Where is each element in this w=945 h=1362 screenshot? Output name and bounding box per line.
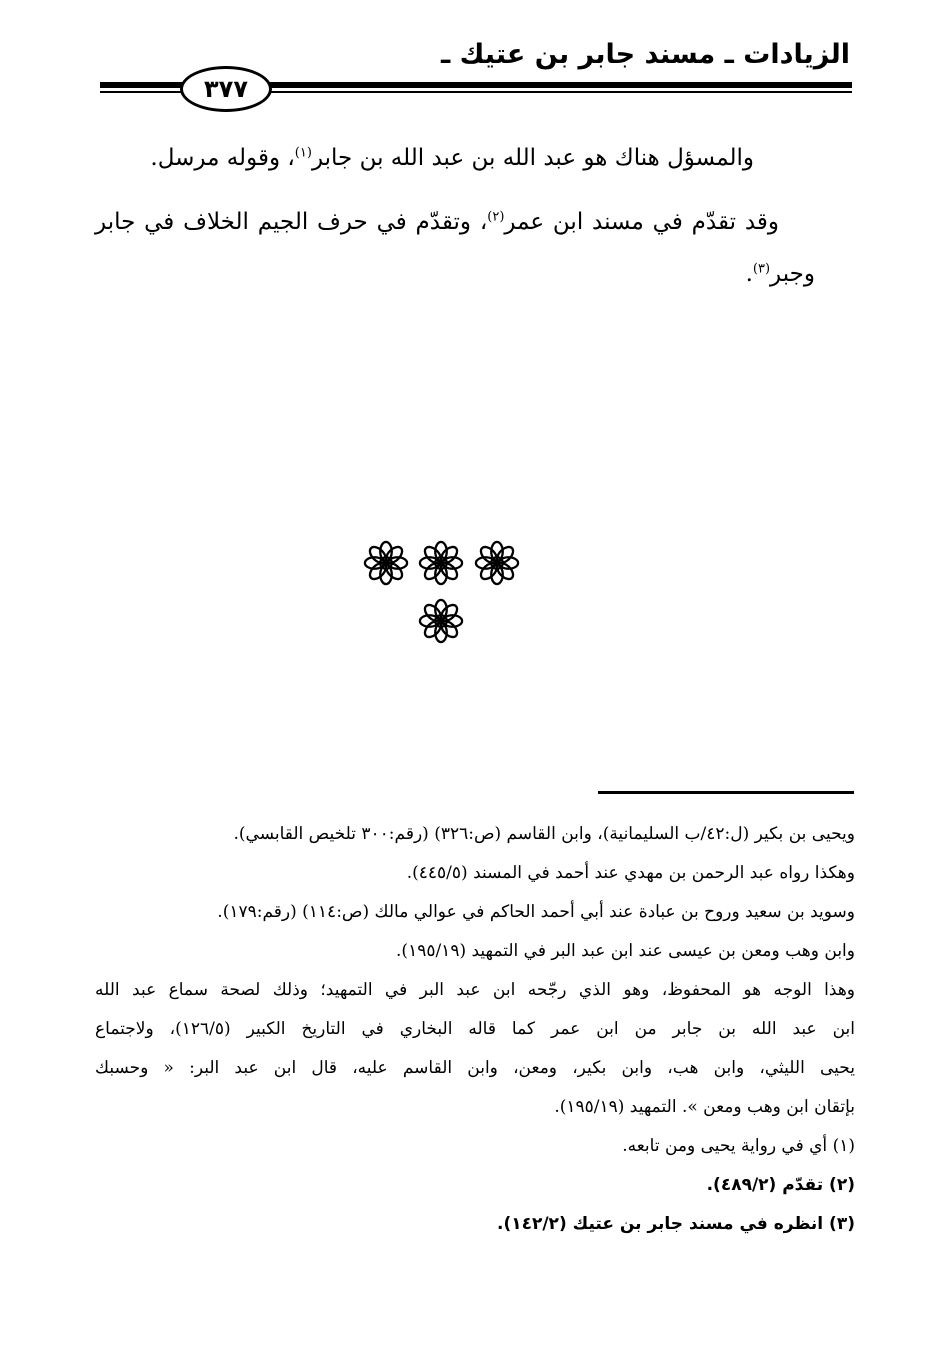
footnote-1-text: أي في رواية يحيى ومن تابعه. xyxy=(622,1136,828,1156)
p2-text: وقد تقدّم في مسند ابن عمر xyxy=(504,209,779,235)
footnote-3-text: انظره في مسند جابر بن عتيك (١٤٢/٢). xyxy=(496,1214,824,1234)
body-paragraph-2 xyxy=(95,196,815,300)
running-header-title: الزيادات ـ مسند جابر بن عتيك ـ xyxy=(441,39,850,70)
page-number: ٣٧٧ xyxy=(180,66,272,112)
flower-ornament-icon xyxy=(474,540,520,586)
p1-tail: ، وقوله مرسل. xyxy=(150,145,295,171)
flower-ornament-icon xyxy=(418,598,464,644)
flower-ornament-icon xyxy=(363,540,409,586)
footnote-2-number: (٢) xyxy=(829,1175,855,1195)
footnote-3-number: (٣) xyxy=(829,1214,855,1234)
body-paragraph-1 xyxy=(95,132,790,184)
flower-ornament-icon xyxy=(418,540,464,586)
footnote-3 xyxy=(95,1205,855,1244)
footnote-continuation-line: وابن وهب ومعن بن عيسى عند ابن عبد البر في التمهيد (١٩٥/١٩). xyxy=(396,941,855,961)
footnote-continuation-line: وهكذا رواه عبد الرحمن بن مهدي عند أحمد في المسند (٤٤٥/٥). xyxy=(406,863,855,883)
footnote-ref-3[interactable]: (٣) xyxy=(752,261,771,277)
footnote-2 xyxy=(95,1166,855,1205)
footnote-continuation-line: ابن عبد الله بن جابر من ابن عمر كما قاله البخاري في التاريخ الكبير (١٢٦/٥)، ولاجتماع xyxy=(95,1019,855,1039)
footnote-continuation-line: وهذا الوجه هو المحفوظ، وهو الذي رجّحه ابن عبد البر في التمهيد؛ وذلك لصحة سماع عبد الله xyxy=(95,980,855,1000)
footnote-continuation-line: يحيى الليثي، وابن هب، وابن بكير، ومعن، وابن القاسم عليه، قال ابن عبد البر: « وحسبك xyxy=(95,1058,855,1078)
footnote-ref-2[interactable]: (٢) xyxy=(487,209,505,225)
p2-mid: ، وتقدّم في حرف الجيم الخلاف في جابر وجبر xyxy=(95,209,815,287)
footnote-continuation-line: وسويد بن سعيد وروح بن عبادة عند أبي أحمد الحاكم في عوالي مالك (ص:١١٤) (رقم:١٧٩). xyxy=(217,902,855,922)
p2-tail: . xyxy=(745,261,753,287)
footnote-1-number: (١) xyxy=(832,1136,855,1156)
p1-text: والمسؤل هناك هو عبد الله بن عبد الله بن جابر xyxy=(311,145,754,171)
footnote-1 xyxy=(95,1127,855,1166)
footnote-separator xyxy=(598,791,854,794)
footnote-2-text: تقدّم (٤٨٩/٢). xyxy=(706,1175,824,1195)
footnote-continuation-line: ويحيى بن بكير (ل:٤٢/ب السليمانية)، وابن القاسم (ص:٣٢٦) (رقم:٣٠٠ تلخيص القابسي). xyxy=(233,824,855,844)
footnote-ref-1[interactable]: (١) xyxy=(294,145,312,161)
section-end-ornaments xyxy=(0,540,945,650)
footnote-continuation-line: بإتقان ابن وهب ومعن ». التمهيد (١٩٥/١٩). xyxy=(554,1097,855,1117)
footnotes-block xyxy=(95,815,855,1244)
